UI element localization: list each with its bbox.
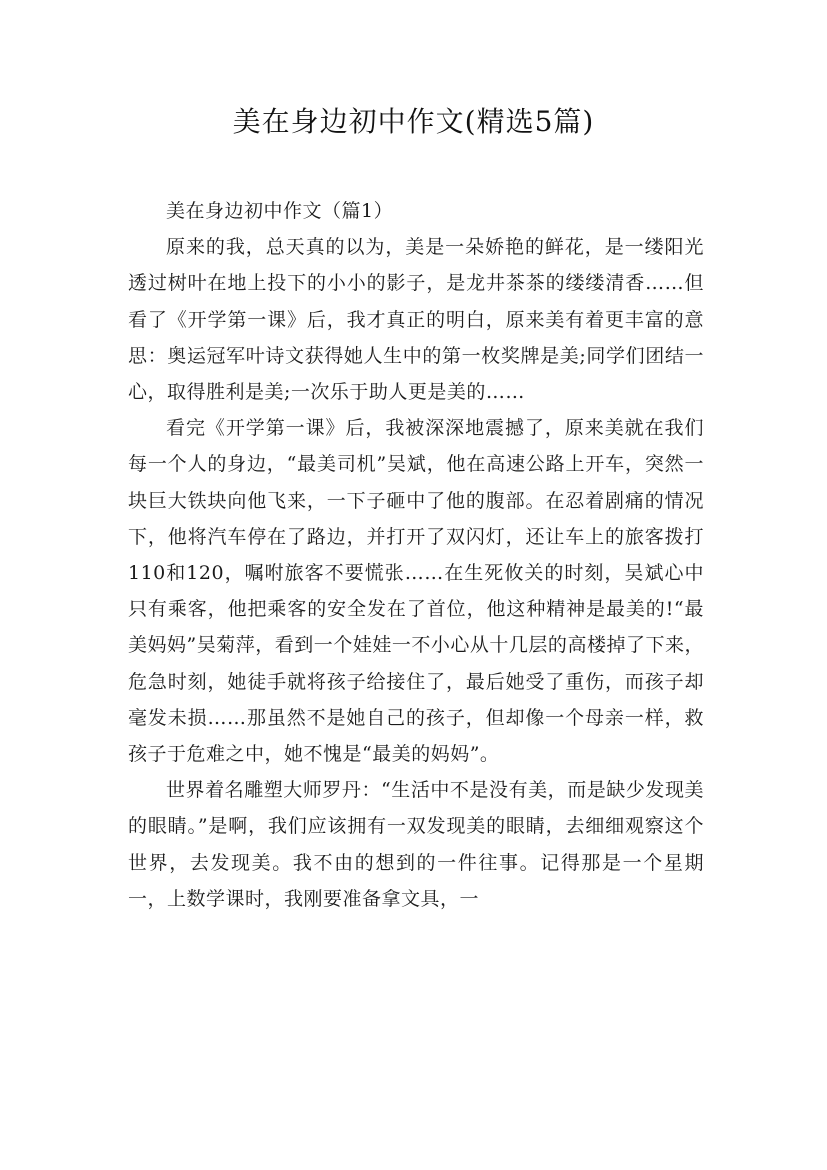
paragraph-2: 看完《开学第一课》后，我被深深地震撼了，原来美就在我们每一个人的身边，“最美司机”吴斌，他在高速公路上开车，突然一块巨大铁块向他飞来，一下子砸中了他的腹部。在忍着剧痛的情况下，他将汽车停在了路边，并打开了双闪灯，还让车上的旅客拨打110和120，嘱咐旅客不要慌张……在生死攸关的时刻，吴斌心中只有乘客，他把乘客的安全发在了首位，他这种精神是最美的!“最美妈妈”吴菊萍，看到一个娃娃一不小心从十几层的高楼掉了下来，危急时刻，她徒手就将孩子给接住了，最后她受了重伤，而孩子却毫发未损……那虽然不是她自己的孩子，但却像一个母亲一样，救孩子于危难之中，她不愧是“最美的妈妈”。: [128, 417, 704, 766]
document-body: [128, 193, 704, 917]
section-heading: 美在身边初中作文（篇1）: [166, 200, 394, 222]
paragraph-1: 原来的我，总天真的以为，美是一朵娇艳的鲜花，是一缕阳光透过树叶在地上投下的小小的影子，是龙井茶茶的缕缕清香……但看了《开学第一课》后，我才真正的明白，原来美有着更丰富的意思：奥运冠军叶诗文获得她人生中的第一枚奖牌是美;同学们团结一心，取得胜利是美;一次乐于助人更是美的……: [128, 236, 704, 404]
document-title: 美在身边初中作文(精选5篇): [232, 105, 595, 138]
paragraph-3: 世界着名雕塑大师罗丹：“生活中不是没有美，而是缺少发现美的眼睛。”是啊，我们应该拥有一双发现美的眼睛，去细细观察这个世界，去发现美。我不由的想到的一件往事。记得那是一个星期一，上数学课时，我刚要准备拿文具，一: [128, 779, 704, 910]
